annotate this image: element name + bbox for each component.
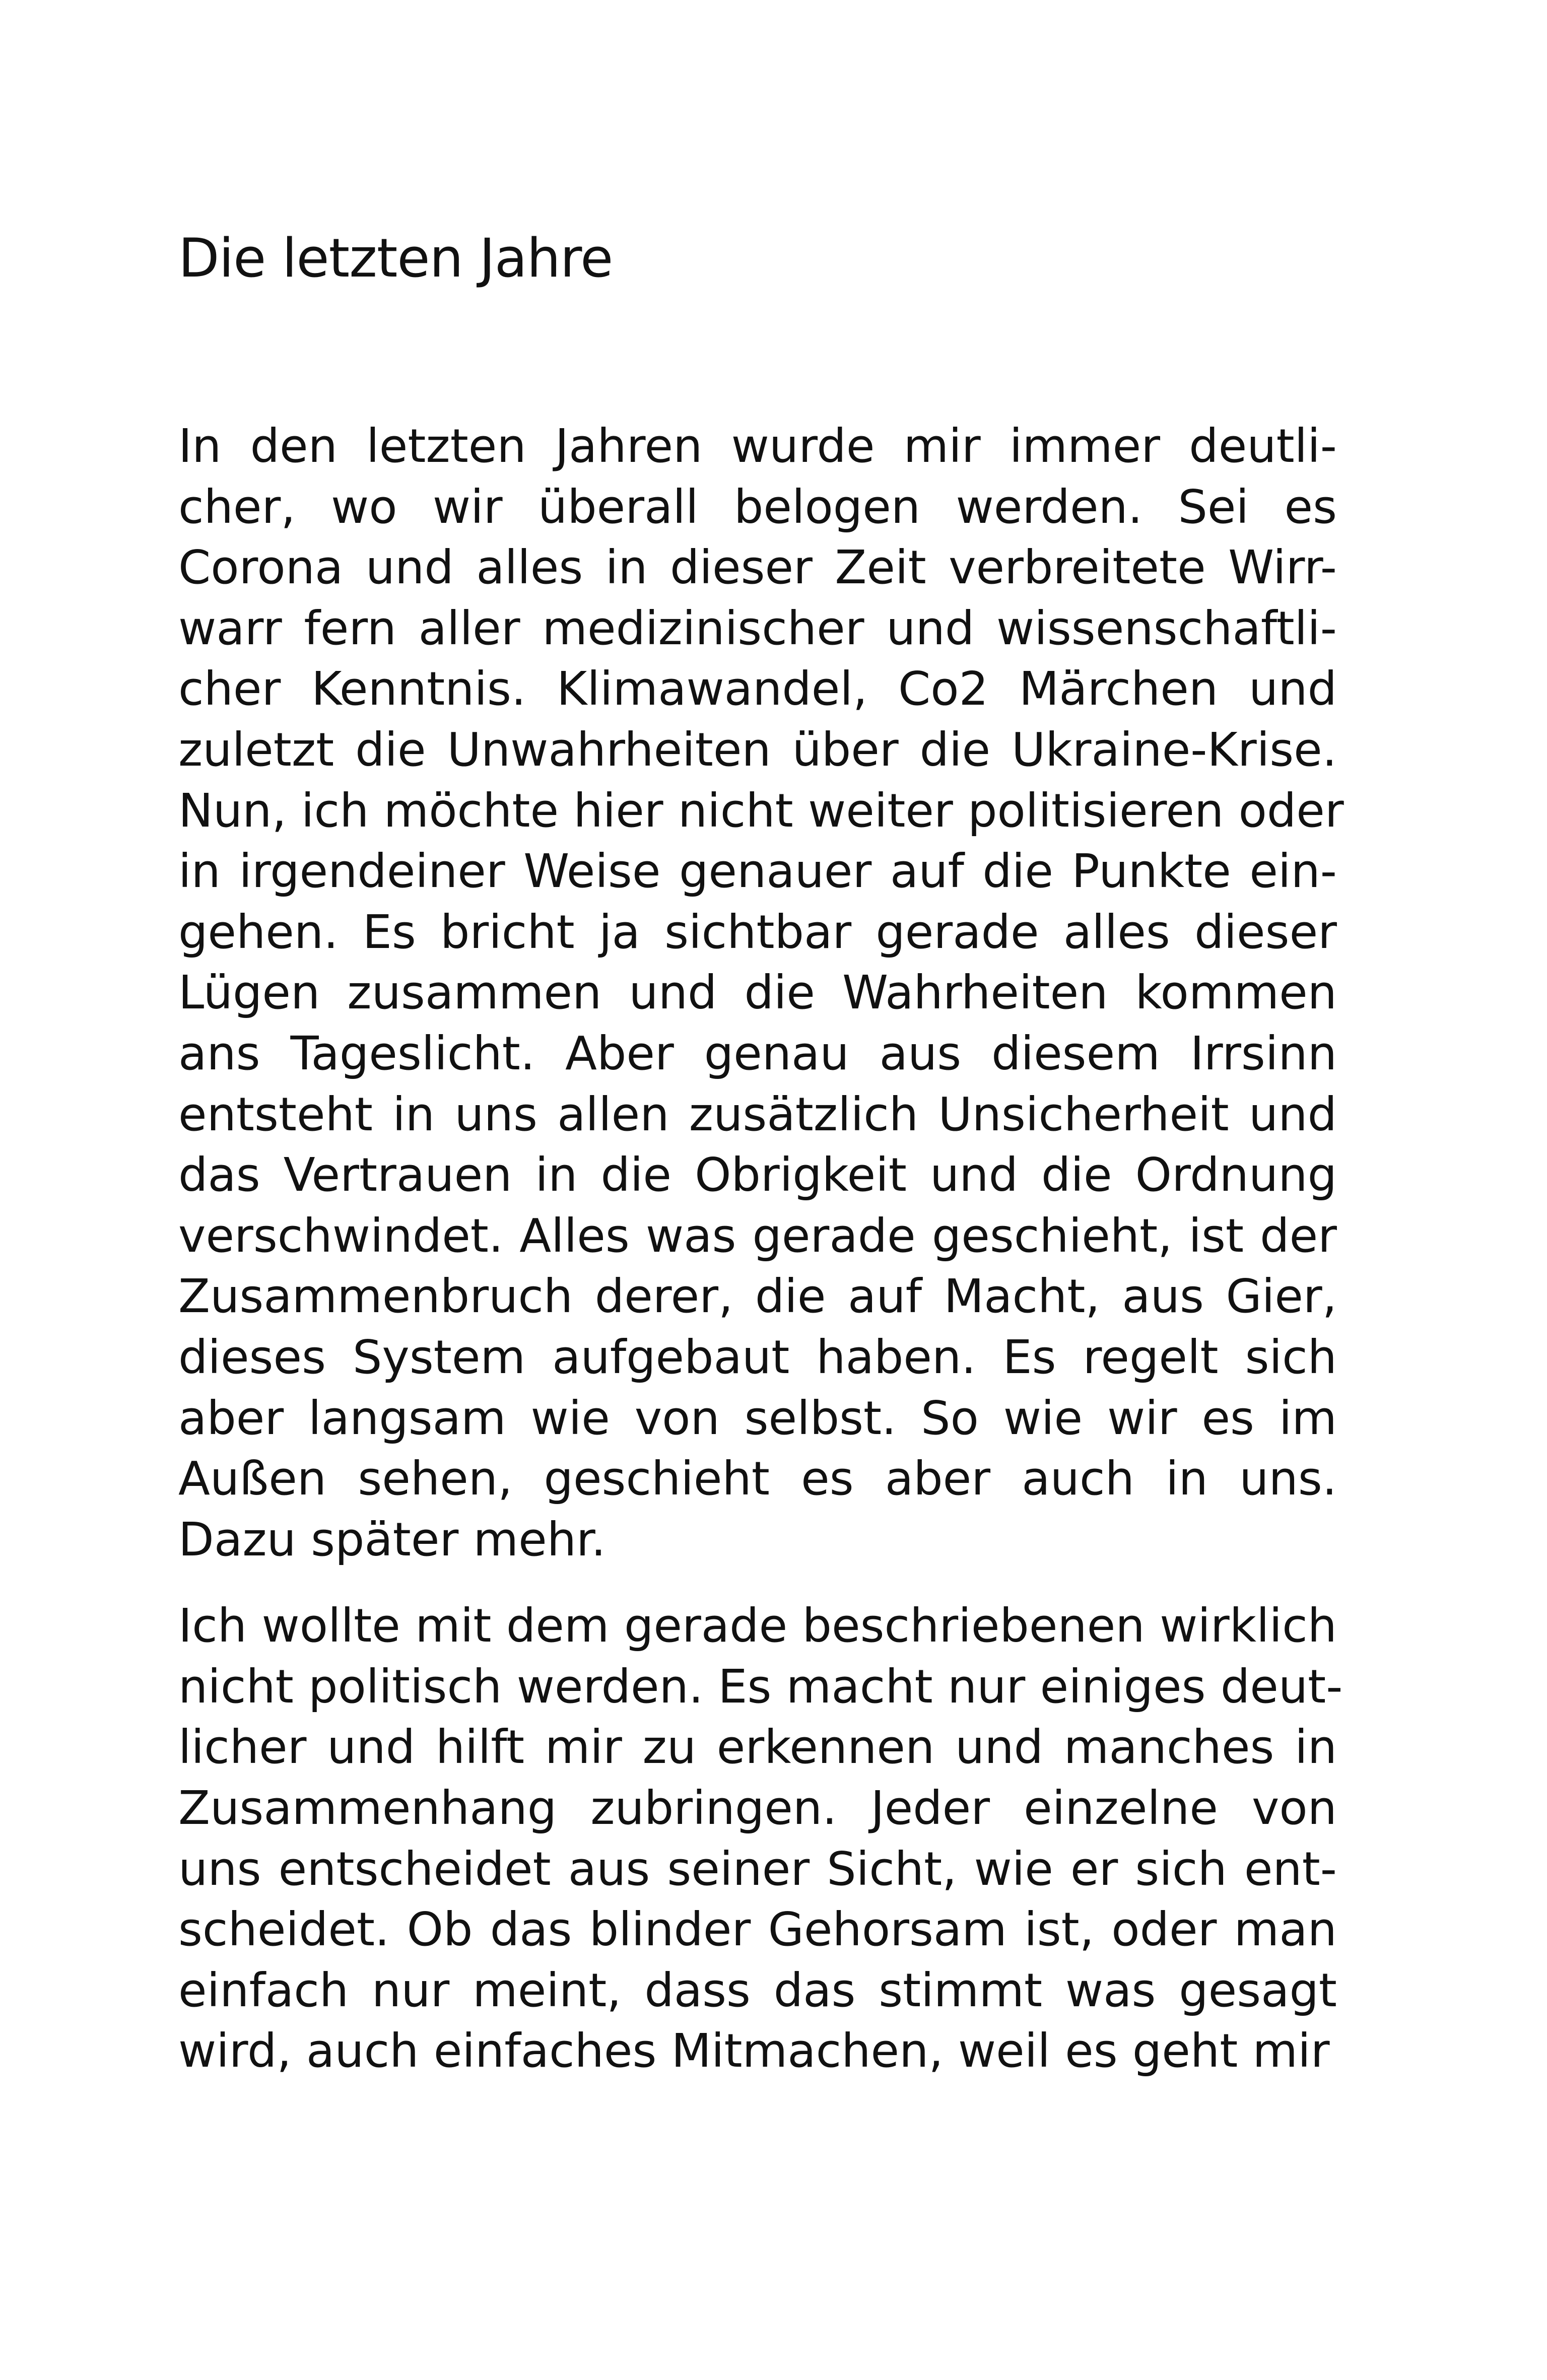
text-line: verschwindet. Alles was gerade geschieht, ist der [178,1208,1337,1263]
text-line: gehen. Es bricht ja sichtbar gerade alles dieser [178,905,1337,959]
text-line: In den letzten Jahren wurde mir immer deutli- [178,419,1337,473]
paragraph-1 [178,416,1344,1570]
text-line: das Vertrauen in die Obrigkeit und die Ordnung [178,1148,1337,1202]
text-line: warr fern aller medizinischer und wissenschaftli- [178,601,1337,655]
text-line: Nun, ich möchte hier nicht weiter politisieren oder [178,783,1344,838]
text-line: Zusammenhang zubringen. Jeder einzelne von [178,1781,1337,1835]
text-line: dieses System aufgebaut haben. Es regelt sich [178,1330,1337,1384]
text-line: nicht politisch werden. Es macht nur einiges deut- [178,1659,1343,1714]
text-line: in irgendeiner Weise genauer auf die Punkte ein- [178,844,1337,899]
text-line: Dazu später mehr. [178,1512,606,1567]
paragraph-2 [178,1596,1343,2082]
text-line: ans Tageslicht. Aber genau aus diesem Irrsinn [178,1026,1337,1080]
body-text [178,416,1344,2082]
text-line: entsteht in uns allen zusätzlich Unsicherheit und [178,1087,1337,1141]
text-line: Corona und alles in dieser Zeit verbreitete Wirr- [178,540,1337,595]
text-line: Lügen zusammen und die Wahrheiten kommen [178,966,1337,1020]
text-line: einfach nur meint, dass das stimmt was gesagt [178,1963,1337,2017]
text-line: aber langsam wie von selbst. So wie wir es im [178,1391,1337,1445]
chapter-title: Die letzten Jahre [178,227,613,289]
text-line: Ich wollte mit dem gerade beschriebenen wirklich [178,1599,1337,1653]
text-line: uns entscheidet aus seiner Sicht, wie er sich ent- [178,1842,1337,1896]
text-line: Außen sehen, geschieht es aber auch in uns. [178,1452,1337,1506]
text-line: wird, auch einfaches Mitmachen, weil es geht mir [178,2024,1330,2078]
text-line: Zusammenbruch derer, die auf Macht, aus Gier, [178,1269,1337,1324]
text-line: scheidet. Ob das blinder Gehorsam ist, oder man [178,1902,1337,1957]
text-line: cher Kenntnis. Klimawandel, Co2 Märchen und [178,662,1337,716]
text-line: licher und hilft mir zu erkennen und manches in [178,1720,1337,1775]
text-line: cher, wo wir überall belogen werden. Sei es [178,480,1337,534]
text-line: zuletzt die Unwahrheiten über die Ukraine-Krise. [178,722,1337,777]
